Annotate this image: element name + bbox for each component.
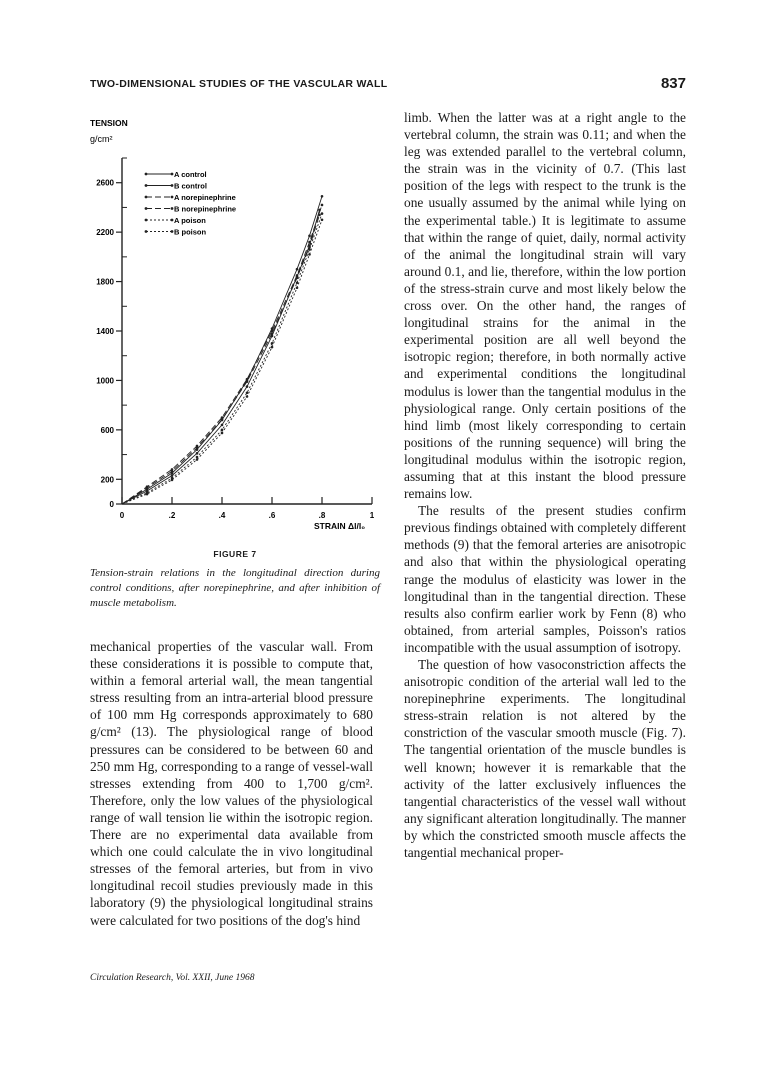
series-point-5-5 — [246, 395, 249, 398]
series-point-4-6 — [271, 342, 274, 345]
tension-strain-chart — [84, 112, 384, 542]
legend-marker-end-0 — [171, 173, 174, 176]
figure-title: FIGURE 7 — [213, 549, 257, 559]
series-line-5 — [122, 220, 322, 504]
x-axis-label: STRAIN Δl/l₀ — [314, 521, 366, 531]
legend-marker-start-5 — [145, 230, 148, 233]
series-point-4-5 — [246, 391, 249, 394]
chart-series — [122, 195, 323, 504]
series-point-2-5 — [246, 378, 249, 381]
series-point-4-7 — [296, 282, 299, 285]
series-point-5-2 — [171, 479, 174, 482]
legend-label-1: B control — [174, 181, 207, 191]
y-tick-label-1: 200 — [100, 475, 114, 485]
series-point-4-9 — [321, 212, 324, 215]
series-point-5-3 — [196, 458, 199, 461]
series-point-3-7 — [296, 277, 299, 280]
right-paragraph-3: The question of how vasoconstriction affects the anisotropic condition of the arterial wall led to the norepinephrine experiments. The longitudinal stress-strain relation is not altered by the constriction of the vascular smooth muscle (Fig. 7). The tangential orientation of the muscle bundles is well known; however it is remarkable that the activity of the latter exclusively influences the tangential characteristics of the vessel wall without any significant alteration longitudinally. The manner by which the constricted smooth muscle affects the tangential mechanical proper- — [404, 657, 686, 861]
x-tick-label-2: .4 — [218, 511, 226, 520]
left-column — [90, 638, 373, 929]
legend-marker-start-4 — [145, 219, 148, 222]
series-line-2 — [122, 205, 322, 504]
series-point-3-2 — [171, 470, 174, 473]
legend-label-2: A norepinephrine — [174, 193, 236, 202]
series-point-4-4 — [221, 429, 224, 432]
series-point-0-7 — [296, 268, 299, 271]
legend-marker-end-2 — [171, 196, 174, 199]
y-tick-label-5: 1800 — [96, 277, 114, 287]
y-tick-label-4: 1400 — [96, 327, 114, 336]
series-point-0-8 — [308, 235, 311, 238]
series-point-5-4 — [221, 432, 224, 435]
series-point-4-8 — [308, 248, 311, 251]
series-point-3-5 — [246, 380, 249, 383]
series-point-3-3 — [196, 446, 199, 449]
journal-citation: Circulation Research, Vol. XXII, June 1968 — [90, 973, 255, 983]
x-tick-label-3: .6 — [268, 511, 276, 520]
y-tick-label-0: 0 — [109, 500, 114, 509]
series-point-5-9 — [321, 218, 324, 221]
series-line-4 — [122, 214, 322, 504]
series-line-3 — [122, 215, 320, 504]
right-column — [404, 109, 686, 861]
series-point-2-7 — [296, 274, 299, 277]
figure-7 — [84, 112, 384, 552]
chart-legend — [145, 170, 236, 237]
legend-marker-end-1 — [171, 184, 174, 187]
series-point-5-1 — [146, 493, 149, 496]
y-axis-unit: g/cm² — [90, 134, 113, 144]
series-point-3-1 — [146, 487, 149, 490]
right-paragraph-1: limb. When the latter was at a right angle to the vertebral column, the strain was 0.11; and when the leg was extended parallel to the vertebral column, the strain was in the vicinity of 0.7. (This last position of the legs with respect to the trunk is the one usually assumed by the animal while lying on the experimental table.) It is legitimate to assume that within the range of quiet, daily, normal activity of the animal the longitudinal strain will vary around 0.1, and lie, therefore, within the low portion of the stress-strain curve and most likely below the cross over. On the other hand, the ranges of longitudinal strains for the animal in the experimental position are all well beyond the isotropic region; therefore, in both normally active and experimental conditions the longitudinal modulus is lower than the tangential modulus in the physiological range. Only certain positions of the hind limb (most likely corresponding to certain positions of the running sequence) will bring the longitudinal modulus within the isotropic region, assuming that at this instant the blood pressure remains low. — [404, 110, 686, 502]
legend-marker-end-3 — [171, 207, 174, 210]
figure-caption: Tension-strain relations in the longitudinal direction during control conditions, after norepinephrine, and after inhibition of muscle metabolism. — [90, 567, 380, 609]
series-point-1-3 — [196, 452, 199, 455]
series-point-0-9 — [321, 195, 324, 198]
y-axis-label: TENSION — [90, 118, 128, 128]
legend-marker-start-0 — [145, 173, 148, 176]
series-point-1-5 — [246, 385, 249, 388]
series-line-0 — [122, 196, 322, 504]
page-header — [90, 75, 686, 96]
series-line-1 — [122, 210, 320, 504]
y-tick-label-3: 1000 — [96, 376, 114, 386]
right-paragraph-2: The results of the present studies confirm previous findings obtained with completely different methods (9) that the femoral arteries are anisotropic and also that within the physiological operating range the modulus of elasticity was lower in the longitudinal than in the tangential direction. These results also confirm earlier work by Fenn (8) who obtained, from arterial samples, Poisson's ratios incompatible with the usual assumption of isotropy. — [404, 503, 687, 655]
page-number: 837 — [660, 75, 686, 92]
series-point-5-6 — [271, 346, 274, 349]
series-point-3-6 — [271, 332, 274, 335]
series-point-1-4 — [221, 424, 224, 427]
legend-label-0: A control — [174, 170, 207, 179]
left-paragraph-1: mechanical properties of the vascular wall. From these considerations it is possible to compute that, within a femoral arterial wall, the mean tangential stress resulting from an intra-arterial blood pressure of 100 mm Hg corresponds approximately to 680 g/cm² (13). The physiological range of blood pressures can be considered to be between 60 and 250 mm Hg, corresponding to a range of vessel-wall stresses extending from 400 to 1,700 g/cm². Therefore, only the low values of the physiological range of wall tension lie within the isotropic region. There are no experimental data available from which one could calculate the in vivo longitudinal stresses of the femoral arteries, but from in vivo longitudinal recoil studies previously made in this laboratory (9) the physiological longitudinal strains were calculated for two positions of the dog's hind — [90, 639, 373, 928]
legend-label-4: A poison — [174, 216, 206, 225]
legend-label-3: B norepinephrine — [174, 204, 237, 214]
series-point-5-8 — [308, 253, 311, 256]
running-title: TWO-DIMENSIONAL STUDIES OF THE VASCULAR WALL — [90, 78, 388, 90]
series-point-3-4 — [221, 418, 224, 421]
series-point-3-9 — [318, 214, 321, 217]
x-tick-label-4: .8 — [318, 511, 326, 520]
series-point-2-9 — [321, 204, 324, 207]
x-tick-label-5: 1 — [369, 511, 375, 520]
x-tick-label-0: 0 — [119, 511, 125, 520]
y-tick-label-7: 2600 — [96, 178, 114, 188]
legend-marker-start-1 — [145, 184, 148, 187]
series-point-1-2 — [171, 474, 174, 477]
legend-marker-start-3 — [145, 207, 148, 210]
y-tick-label-6: 2200 — [96, 228, 114, 238]
y-tick-label-2: 600 — [100, 425, 114, 435]
legend-marker-start-2 — [145, 196, 148, 199]
legend-marker-end-4 — [171, 219, 174, 222]
x-tick-label-1: .2 — [168, 511, 176, 520]
legend-marker-end-5 — [171, 230, 174, 233]
series-point-5-7 — [296, 286, 299, 289]
legend-label-5: B poison — [174, 227, 207, 237]
